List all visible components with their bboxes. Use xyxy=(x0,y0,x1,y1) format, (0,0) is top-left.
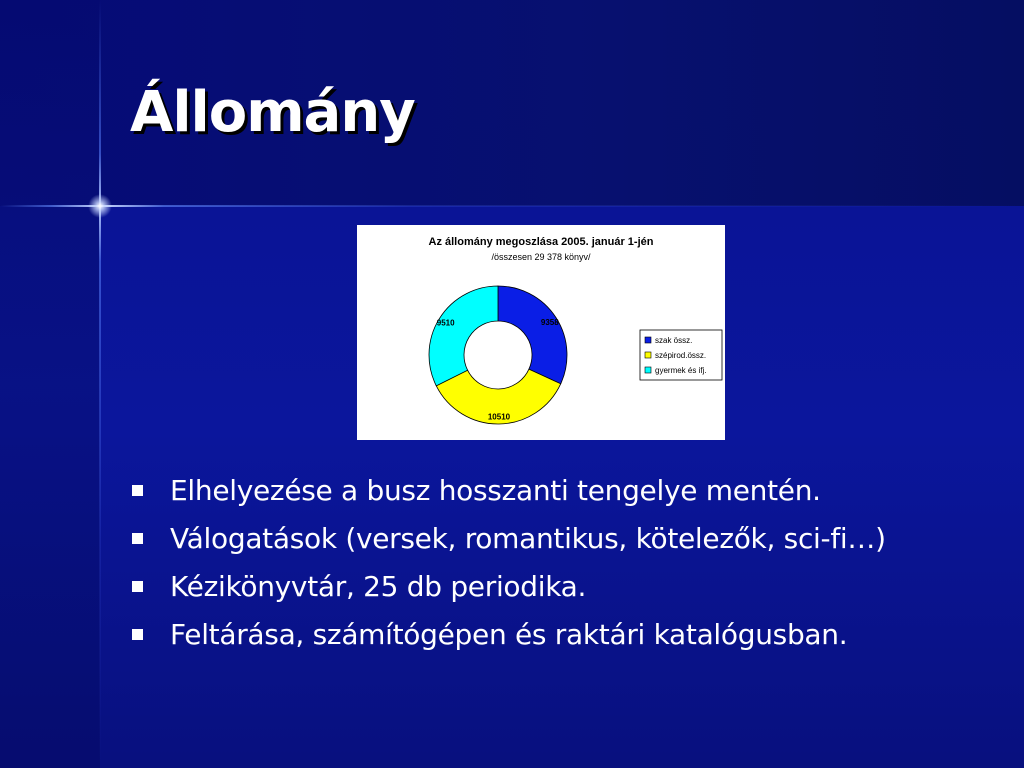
bullet-item xyxy=(130,614,886,662)
data-label-gyermek: 9510 xyxy=(436,318,455,328)
bullet-item xyxy=(130,470,886,518)
legend-swatch-szepirod xyxy=(645,352,651,358)
chart-legend xyxy=(640,330,722,380)
chart-subtitle: /összesen 29 378 könyv/ xyxy=(491,252,591,262)
bullet-square-icon xyxy=(132,581,143,592)
legend-label-szak: szak össz. xyxy=(655,336,693,345)
legend-swatch-szak xyxy=(645,337,651,343)
bullet-square-icon xyxy=(132,629,143,640)
legend-swatch-gyermek xyxy=(645,367,651,373)
decorative-horizontal-line xyxy=(0,205,1024,207)
bullet-item xyxy=(130,566,886,614)
data-label-szepirod: 10510 xyxy=(487,412,511,422)
slice-gyermek xyxy=(429,286,498,386)
chart-title: Az állomány megoszlása 2005. január 1-jén xyxy=(428,236,654,248)
bullet-text: Kézikönyvtár, 25 db periodika. xyxy=(170,570,587,603)
legend-label-szepirod: szépirod.össz. xyxy=(655,351,707,360)
chart-slices xyxy=(429,286,567,424)
slice-szak xyxy=(498,286,567,384)
bullet-square-icon xyxy=(132,533,143,544)
bullet-text: Elhelyezése a busz hosszanti tengelye mentén. xyxy=(170,474,821,507)
decorative-vertical-line xyxy=(99,0,101,768)
bullet-text: Válogatások (versek, romantikus, kötelezők, sci-fi…) xyxy=(170,522,886,555)
data-label-szak: 9358 xyxy=(540,317,559,327)
chart-canvas xyxy=(357,225,725,440)
bullet-text: Feltárása, számítógépen és raktári katalógusban. xyxy=(170,618,848,651)
bullet-square-icon xyxy=(132,485,143,496)
slide-left-band xyxy=(0,0,100,768)
sparkle-icon xyxy=(88,194,112,218)
bullet-item xyxy=(130,518,886,566)
legend-label-gyermek: gyermek és ifj. xyxy=(655,366,707,375)
bullet-list xyxy=(130,470,886,662)
doughnut-chart xyxy=(357,225,725,440)
slide-title: Állomány xyxy=(130,80,415,145)
